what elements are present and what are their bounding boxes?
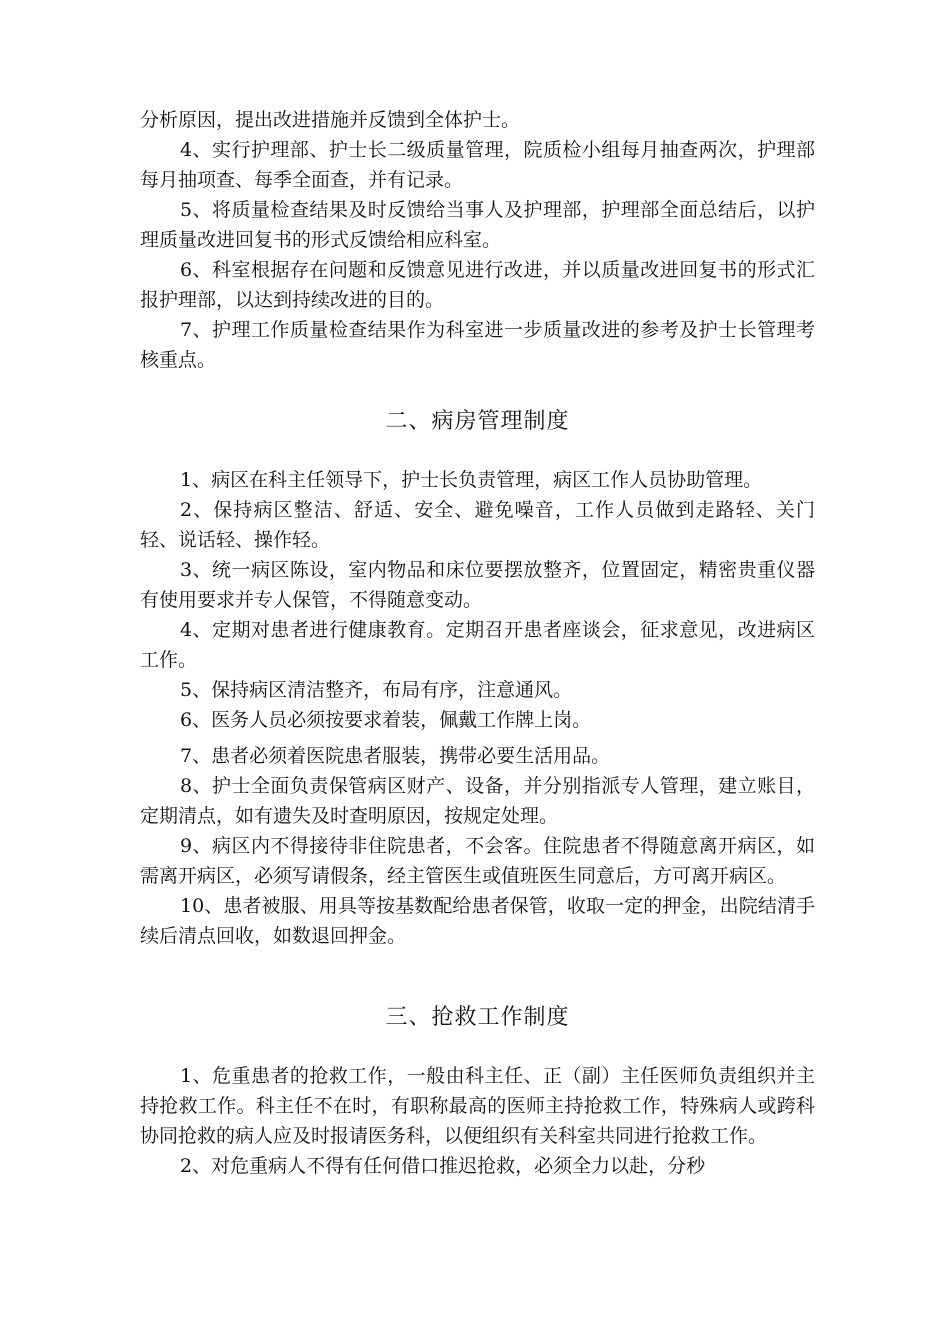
section-heading-ward-management: 二、病房管理制度: [385, 409, 570, 434]
ward-rule-9: 9、病区内不得接待非住院患者，不会客。住院患者不得随意离开病区，如需离开病区，必须写请假条，经主管医生或值班医生同意后，方可离开病区。: [140, 835, 815, 887]
ward-rule-8: 8、护士全面负责保管病区财产、设备，并分别指派专人管理，建立账目，定期清点，如有遗失及时查明原因，按规定处理。: [140, 775, 815, 827]
document-body: [140, 105, 815, 1181]
ward-rule-4: 4、定期对患者进行健康教育。定期召开患者座谈会，征求意见，改进病区工作。: [140, 619, 815, 671]
paragraph-item-6: 6、科室根据存在问题和反馈意见进行改进，并以质量改进回复书的形式汇报护理部，以达到持续改进的目的。: [140, 259, 815, 311]
paragraph-item-7: 7、护理工作质量检查结果作为科室进一步质量改进的参考及护士长管理考核重点。: [140, 319, 815, 371]
ward-rule-5: 5、保持病区清洁整齐，布局有序，注意通风。: [180, 679, 573, 701]
ward-rule-2: 2、保持病区整洁、舒适、安全、避免噪音，工作人员做到走路轻、关门轻、说话轻、操作轻。: [140, 499, 815, 551]
paragraph-item-5: 5、将质量检查结果及时反馈给当事人及护理部，护理部全面总结后，以护理质量改进回复书的形式反馈给相应科室。: [140, 199, 815, 251]
paragraph-continued: 分析原因，提出改进措施并反馈到全体护士。: [140, 109, 521, 131]
section-heading-rescue-work: 三、抢救工作制度: [385, 1005, 570, 1030]
rescue-rule-1: 1、危重患者的抢救工作，一般由科主任、正（副）主任医师负责组织并主持抢救工作。科主任不在时，有职称最高的医师主持抢救工作，特殊病人或跨科协同抢救的病人应及时报请医务科，以便组织有关科室共同进行抢救工作。: [140, 1065, 815, 1147]
ward-rule-1: 1、病区在科主任领导下，护士长负责管理，病区工作人员协助管理。: [180, 469, 763, 491]
paragraph-item-4: 4、实行护理部、护士长二级质量管理，院质检小组每月抽查两次，护理部每月抽项查、每季全面查，并有记录。: [140, 139, 815, 191]
ward-rule-10: 10、患者被服、用具等按基数配给患者保管，收取一定的押金，出院结清手续后清点回收，如数退回押金。: [140, 895, 815, 947]
rescue-rule-2: 2、对危重病人不得有任何借口推迟抢救，必须全力以赴，分秒: [180, 1155, 706, 1177]
ward-rule-7: 7、患者必须着医院患者服装，携带必要生活用品。: [180, 745, 611, 767]
ward-rule-3: 3、统一病区陈设，室内物品和床位要摆放整齐，位置固定，精密贵重仪器有使用要求并专人保管，不得随意变动。: [140, 559, 815, 611]
ward-rule-6: 6、医务人员必须按要求着装，佩戴工作牌上岗。: [180, 709, 592, 731]
